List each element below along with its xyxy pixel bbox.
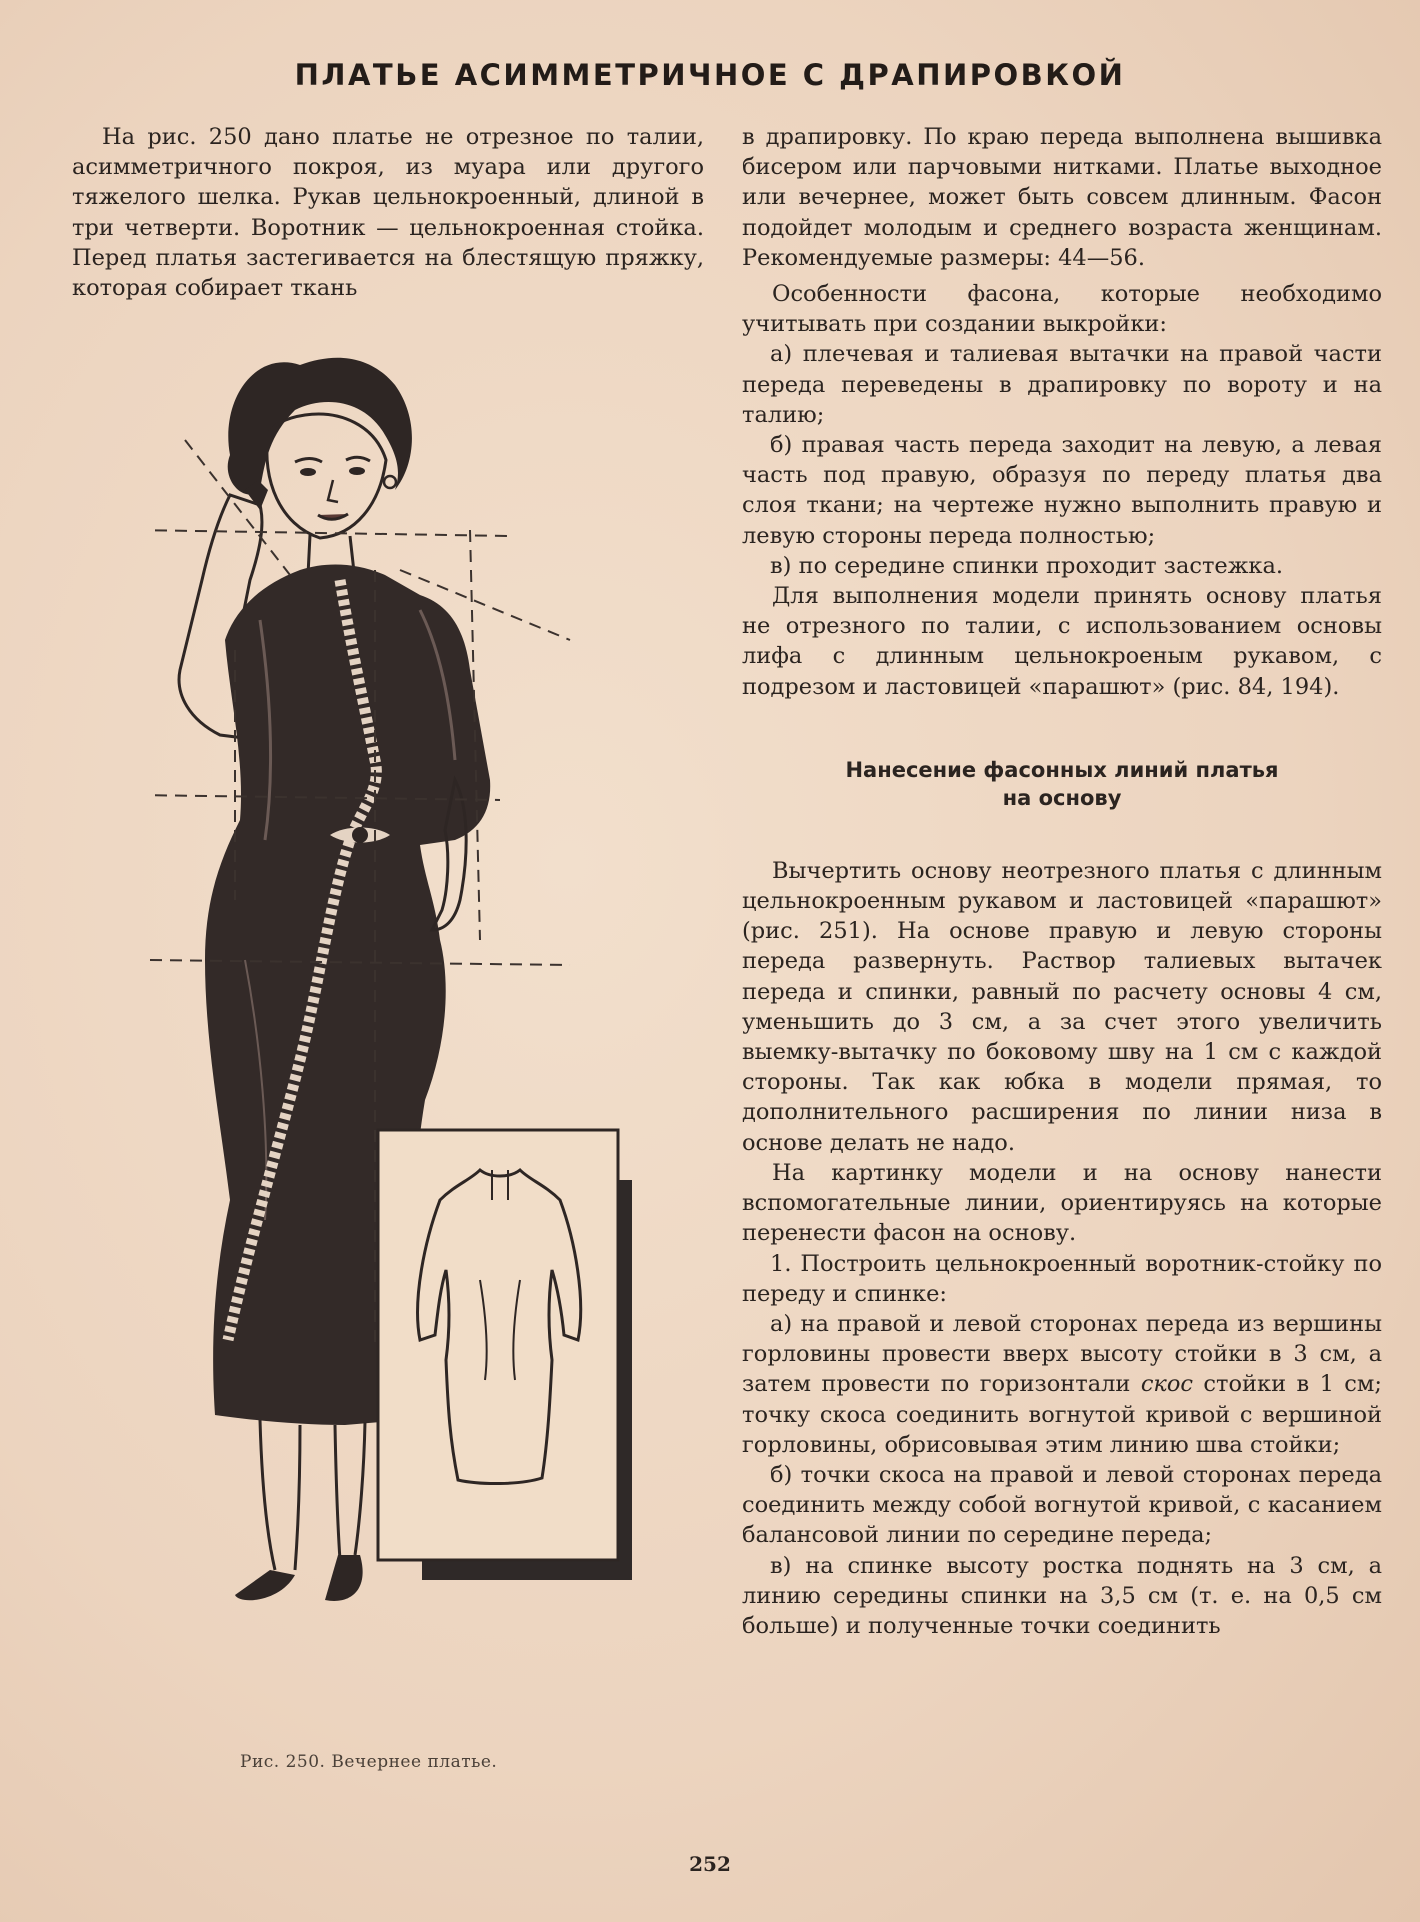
feature-c: в) по середине спинки проходит застежка. [770,552,1284,579]
step-1: 1. Построить цельнокроенный воротник-стойку по переду и спинке: [742,1250,1382,1307]
page-number: 252 [689,1852,731,1876]
legs [260,1420,365,1570]
step-1a: а) на правой и левой сторонах переда из вершины горловины провести вверх высоту стойки в 3 см, а затем провести по горизонтали скос стойки в 1 см; точку скоса соединить вогнутой кривой с вершиной горловины, обрисовывая этим линию шва стойки; [742,1310,1382,1458]
features-intro: Особенности фасона, которые необходимо учитывать при создании выкройки: [742,281,1382,338]
auxiliary-lines-paragraph: На картинку модели и на основу нанести вспомогательные линии, ориентируясь на которые перенести фасон на основу. [742,1159,1382,1247]
left-column-text [72,122,704,303]
feature-a: а) плечевая и талиевая вытачки на правой части переда переведены в драпировку по вороту и на талию; [742,341,1382,428]
dress-illustration [150,340,710,1740]
feature-b: б) правая часть переда заходит на левую, а левая часть под правую, образуя по переду платья два слоя ткани; на чертеже нужно выполнить правую и левую стороны переда полностью; [742,432,1382,549]
page-title: ПЛАТЬЕ АСИММЕТРИЧНОЕ С ДРАПИРОВКОЙ [294,58,1126,92]
base-paragraph: Для выполнения модели принять основу платья не отрезного по талии, с использованием основы лифа с длинным цельнокроеным рукавом, с подрезом и ластовицей «парашют» (рис. 84, 194). [742,583,1382,700]
figure-caption: Рис. 250. Вечернее платье. [240,1752,498,1772]
drawing-paragraph: Вычертить основу неотрезного платья с длинным цельнокроенным рукавом и ластовицей «парашют» (рис. 251). На основе правую и левую стороны переда развернуть. Раствор талиевых вытачек переда и спинки, равный по расчету основы 4 см, уменьшить до 3 см, а за счет этого увеличить выемку-вытачку по боковому шву на 1 см с каждой стороны. Так как юбка в модели прямая, то дополнительного расширения по линии низа в основе делать не надо. [742,857,1382,1156]
continued-paragraph: в драпировку. По краю переда выполнена вышивка бисером или парчовыми нитками. Платье выходное или вечернее, может быть совсем длинным. Фасон подойдет молодым и среднего возраста женщинам. Рекомендуемые размеры: 44—56. [742,124,1382,271]
step-1c: в) на спинке высоту ростка поднять на 3 см, а линию середины спинки на 3,5 см (т. е. на 0,5 см больше) и полученные точки соединить [742,1552,1382,1639]
back-view-box [378,1130,618,1560]
intro-paragraph: На рис. 250 дано платье не отрезное по талии, асимметричного покроя, из муара или другого тяжелого шелка. Рукав цельнокроенный, длиной в три четверти. Воротник — цельнокроенная стойка. Перед платья застегивается на блестящую пряжку, которая собирает ткань [72,124,704,302]
step-1b: б) точки скоса на правой и левой сторонах переда соединить между собой вогнутой кривой, с касанием балансовой линии по середине переда; [742,1461,1382,1549]
section-subheading: Нанесение фасонных линий платья на основу [845,757,1279,810]
italic-term: скос [1140,1371,1194,1398]
right-column-text [742,122,1382,1641]
